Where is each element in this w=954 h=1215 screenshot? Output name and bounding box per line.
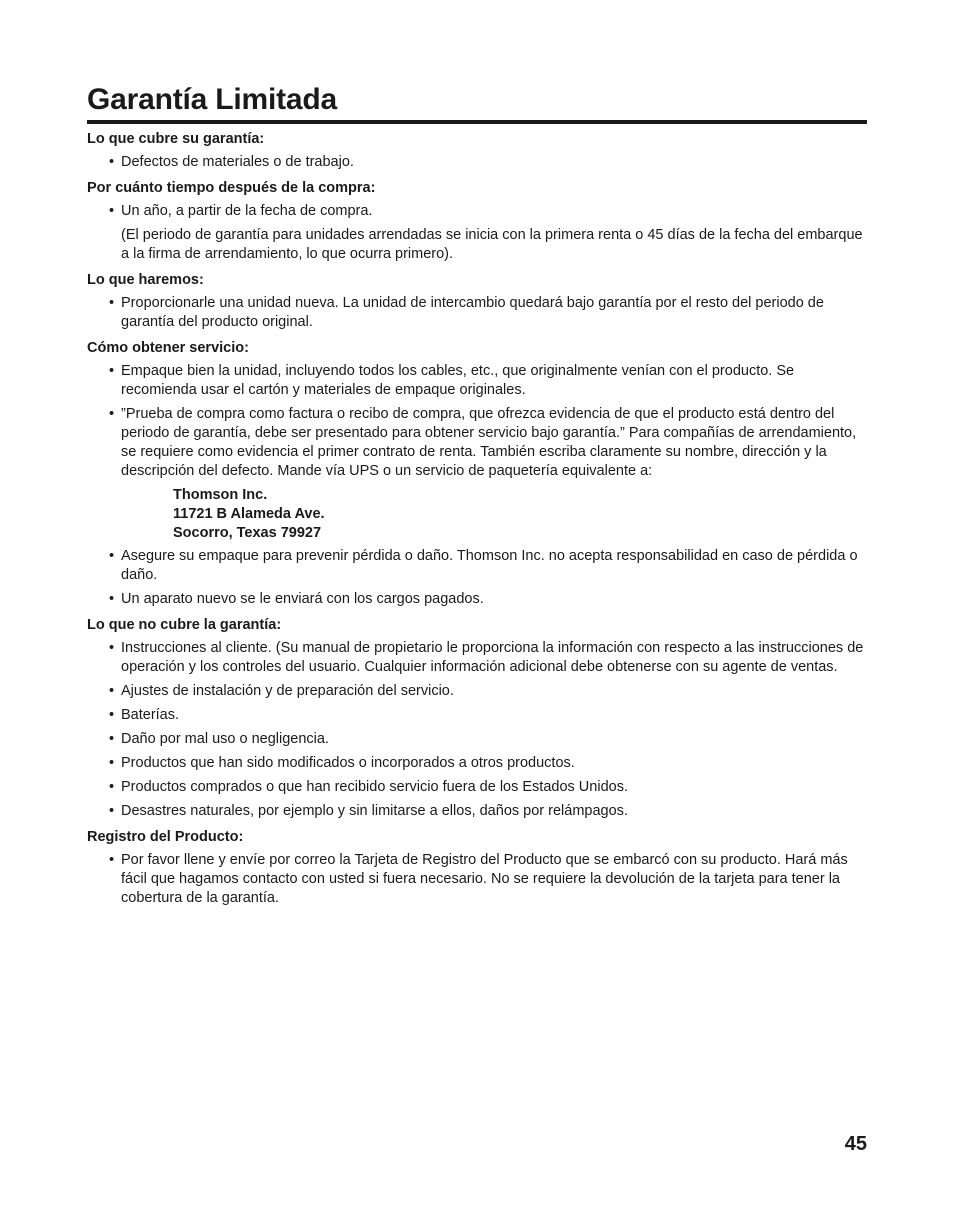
list-item: • ”Prueba de compra como factura o recibo de compra, que ofrezca evidencia de que el producto está dentro del periodo de garantía, debe ser presentado para obtener servicio bajo garantía.” Para compañías de arrendamiento, se requiere como evidencia el primer contrato de renta. También escriba claramente su nombre, dirección y la descripción del defecto. Mande vía UPS o un servicio de paquetería equivalente a: [109,405,867,481]
bullet-list [87,202,867,221]
list-item: • Desastres naturales, por ejemplo y sin limitarse a ellos, daños por relámpagos. [109,802,867,821]
list-item: • Por favor llene y envíe por correo la Tarjeta de Registro del Producto que se embarcó con su producto. Hará más fácil que hagamos contacto con usted si fuera necesario. No se requiere la devolución de la tarjeta para tener la cobertura de la garantía. [109,851,867,908]
section-heading: Cómo obtener servicio: [87,340,249,356]
section-what-we-do [87,269,867,332]
mailing-address [87,486,867,543]
list-item: • Un año, a partir de la fecha de compra. [109,202,867,221]
list-item: • Daño por mal uso o negligencia. [109,730,867,749]
list-item: • Empaque bien la unidad, incluyendo todos los cables, etc., que originalmente venían con el producto. Se recomienda usar el cartón y materiales de empaque originales. [109,362,867,400]
bullet-list [87,639,867,821]
section-coverage [87,128,867,172]
section-service [87,337,867,609]
title-rule [87,120,867,124]
section-duration [87,177,867,264]
section-heading: Por cuánto tiempo después de la compra: [87,180,376,196]
bullet-list [87,547,867,609]
section-heading: Lo que cubre su garantía: [87,131,265,147]
bullet-list [87,362,867,481]
list-item: • Ajustes de instalación y de preparación del servicio. [109,682,867,701]
lease-note: (El periodo de garantía para unidades arrendadas se inicia con la primera renta o 45 días de la fecha del embarque a la firma de arrendamiento, lo que ocurra primero). [121,227,863,262]
list-item: • Asegure su empaque para prevenir pérdida o daño. Thomson Inc. no acepta responsabilidad en caso de pérdida o daño. [109,547,867,585]
address-company: Thomson Inc. [173,487,268,503]
bullet-list [87,851,867,908]
list-item: • Proporcionarle una unidad nueva. La unidad de intercambio quedará bajo garantía por el resto del periodo de garantía del producto original. [109,294,867,332]
section-heading: Registro del Producto: [87,829,244,845]
bullet-list [87,153,867,172]
list-item: • Productos comprados o que han recibido servicio fuera de los Estados Unidos. [109,778,867,797]
warranty-page [87,80,867,913]
section-heading: Lo que haremos: [87,272,204,288]
list-item: • Instrucciones al cliente. (Su manual de propietario le proporciona la información con respecto a las instrucciones de operación y los controles del usuario. Cualquier información adicional debe obtenerse con su agente de ventas. [109,639,867,677]
section-exclusions [87,614,867,821]
section-registration [87,826,867,908]
page-title: Garantía Limitada [87,83,338,116]
list-item: • Productos que han sido modificados o incorporados a otros productos. [109,754,867,773]
bullet-list [87,294,867,332]
address-city: Socorro, Texas 79927 [173,525,322,541]
address-street: 11721 B Alameda Ave. [173,506,325,522]
list-item: • Un aparato nuevo se le enviará con los cargos pagados. [109,590,867,609]
list-item: • Baterías. [109,706,867,725]
section-heading: Lo que no cubre la garantía: [87,617,282,633]
list-item: • Defectos de materiales o de trabajo. [109,153,867,172]
page-number: 45 [844,1133,867,1155]
